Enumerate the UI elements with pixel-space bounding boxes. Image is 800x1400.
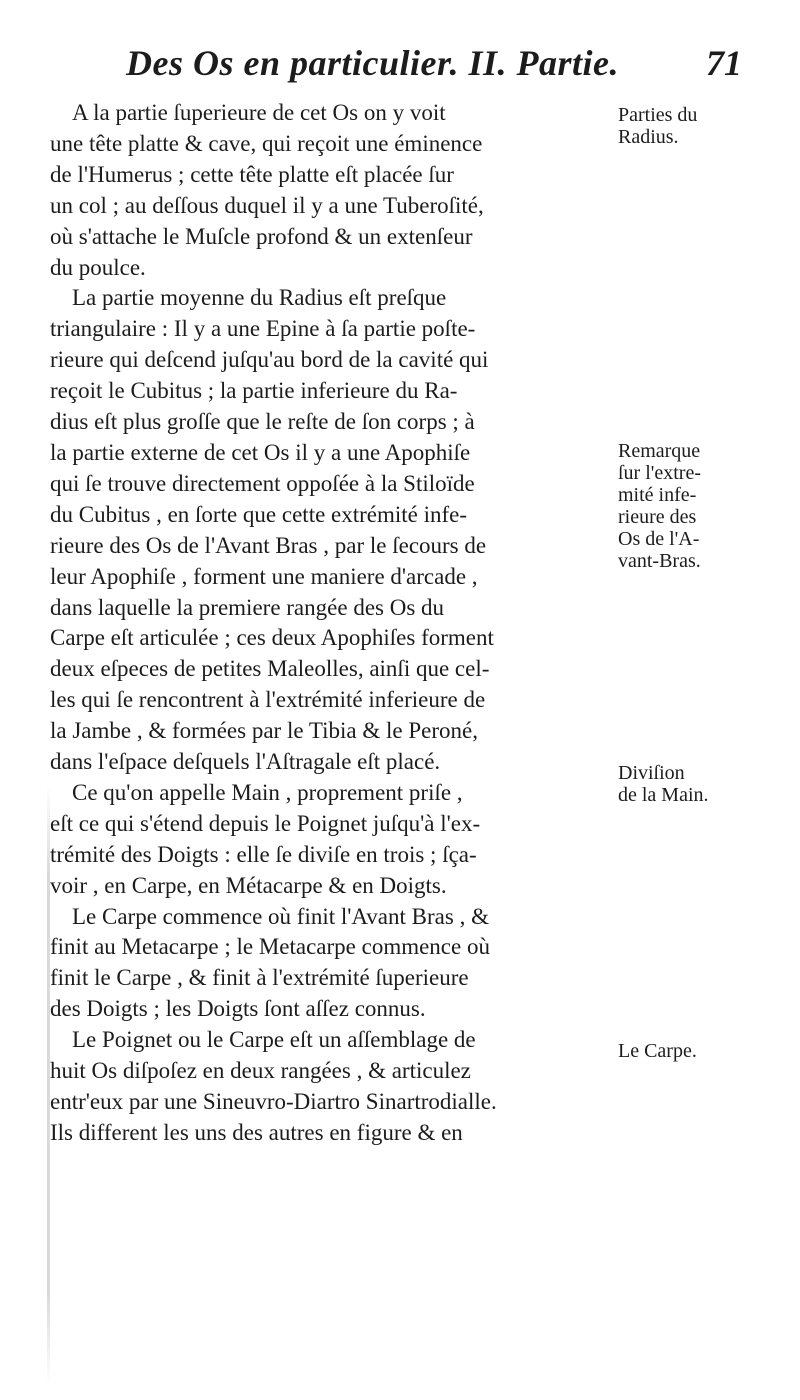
- text-line: un col ; au deſſous duquel il y a une Tuberoſité,: [50, 192, 484, 218]
- text-line: eſt ce qui s'étend depuis le Poignet juſqu'à l'ex-: [50, 810, 481, 836]
- margin-note-line: Radius.: [618, 126, 679, 148]
- text-line: dans laquelle la premiere rangée des Os du: [50, 594, 445, 620]
- text-line: une tête platte & cave, qui reçoit une éminence: [50, 130, 483, 156]
- text-line: du Cubitus , en ſorte que cette extrémité infe-: [50, 501, 468, 527]
- text-line: La partie moyenne du Radius eſt preſque: [72, 285, 447, 311]
- page-number: 71: [706, 43, 742, 83]
- text-line: trémité des Doigts : elle ſe diviſe en trois ; ſça-: [50, 841, 477, 867]
- text-line: du poulce.: [50, 254, 146, 280]
- text-line: finit le Carpe , & finit à l'extrémité ſuperieure: [50, 965, 469, 991]
- text-line: huit Os diſpoſez en deux rangées , & articulez: [50, 1058, 471, 1084]
- page-gutter-shadow: [47, 785, 50, 1385]
- running-title: Des Os en particulier. II. Partie.: [126, 43, 620, 83]
- text-line: Ce qu'on appelle Main , proprement priſe ,: [72, 779, 463, 805]
- margin-note-carpus: [618, 1040, 793, 1062]
- margin-note-line: Diviſion: [618, 762, 685, 784]
- text-line: dius eſt plus groſſe que le reſte de ſon corps ; à: [50, 409, 475, 435]
- text-line: la partie externe de cet Os il y a une Apophiſe: [50, 439, 471, 465]
- text-line: voir , en Carpe, en Métacarpe & en Doigts.: [50, 872, 447, 898]
- margin-note-line: mité infe-: [618, 484, 697, 506]
- text-line: finit au Metacarpe ; le Metacarpe commence où: [50, 934, 490, 960]
- text-line: Le Carpe commence où finit l'Avant Bras , &: [72, 903, 489, 929]
- text-line: triangulaire : Il y a une Epine à ſa partie poſte-: [50, 316, 476, 342]
- text-line: deux eſpeces de petites Maleolles, ainſi que cel-: [50, 656, 490, 682]
- page-header: [92, 38, 742, 92]
- text-line: les qui ſe rencontrent à l'extrémité inferieure de: [50, 687, 486, 713]
- text-line: Carpe eſt articulée ; ces deux Apophiſes forment: [50, 625, 494, 651]
- text-line: la Jambe , & formées par le Tibia & le Peroné,: [50, 718, 478, 744]
- margin-note-line: rieure des: [618, 506, 697, 528]
- text-line: entr'eux par une Sineuvro-Diartro Sinartrodialle.: [50, 1089, 497, 1114]
- margin-note-line: de la Main.: [618, 784, 709, 806]
- text-line: reçoit le Cubitus ; la partie inferieure du Ra-: [50, 378, 458, 404]
- text-line: où s'attache le Muſcle profond & un extenſeur: [50, 223, 473, 249]
- margin-note-line: Le Carpe.: [618, 1040, 697, 1062]
- margin-note-line: Remarque: [618, 440, 701, 462]
- text-line: rieure des Os de l'Avant Bras , par le ſecours de: [50, 532, 487, 558]
- text-line: A la partie ſuperieure de cet Os on y voit: [72, 100, 446, 125]
- margin-note-line: ſur l'extre-: [618, 462, 702, 484]
- margin-note-line: Os de l'A-: [618, 528, 700, 550]
- text-line: des Doigts ; les Doigts ſont aſſez connus.: [50, 996, 426, 1022]
- body-text: [50, 98, 615, 1149]
- text-line: leur Apophiſe , forment une maniere d'arcade ,: [50, 563, 478, 589]
- text-line: dans l'eſpace deſquels l'Aſtragale eſt placé.: [50, 749, 441, 775]
- text-line: qui ſe trouve directement oppoſée à la Stiloïde: [50, 470, 475, 496]
- margin-note-remark: [618, 440, 793, 572]
- text-line: Le Poignet ou le Carpe eſt un aſſemblage de: [72, 1027, 476, 1053]
- text-line: de l'Humerus ; cette tête platte eſt placée ſur: [50, 161, 454, 187]
- margin-note-radius-parts: [618, 104, 793, 148]
- margin-note-hand-division: [618, 762, 793, 806]
- margin-note-line: Parties du: [618, 104, 698, 126]
- margin-note-line: vant-Bras.: [618, 550, 701, 572]
- text-line: Ils different les uns des autres en figure & en: [50, 1119, 463, 1145]
- text-line: rieure qui deſcend juſqu'au bord de la cavité qui: [50, 347, 489, 373]
